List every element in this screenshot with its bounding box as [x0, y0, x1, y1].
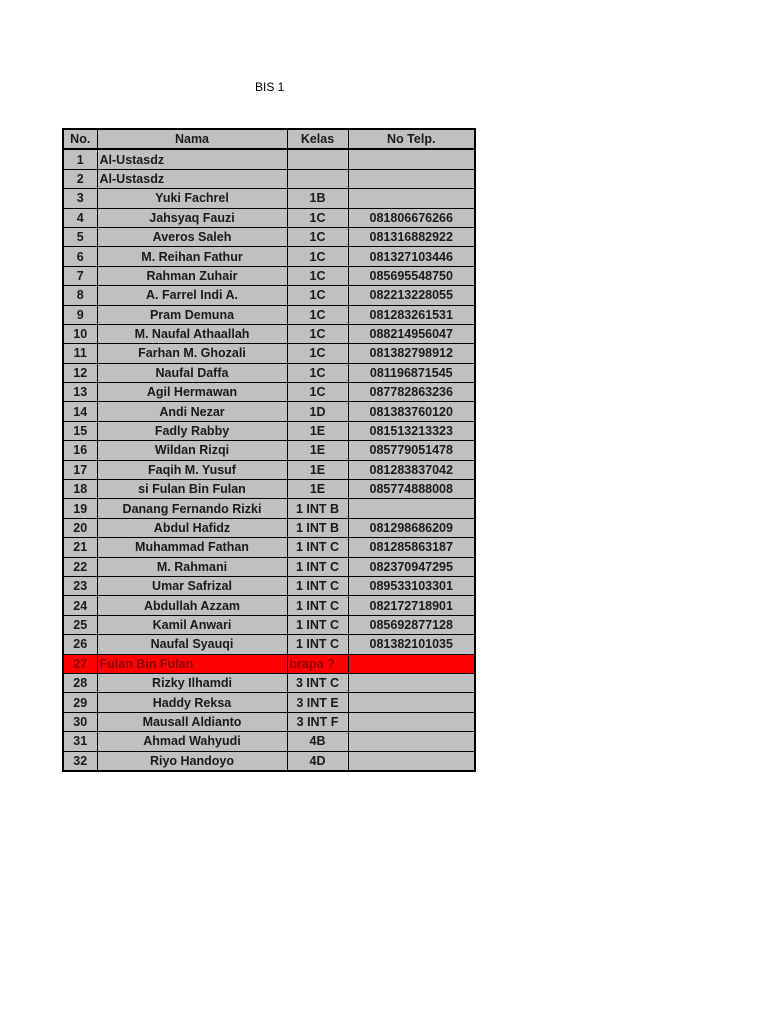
cell-telp[interactable]: 082213228055: [348, 286, 475, 305]
table-row: [63, 518, 475, 537]
table-row: [63, 751, 475, 771]
table-row: [63, 286, 475, 305]
cell-no[interactable]: 18: [63, 480, 97, 499]
table-row: [63, 732, 475, 751]
cell-kelas[interactable]: 3 INT F: [287, 712, 348, 731]
table-row: [63, 654, 475, 673]
table-row: [63, 441, 475, 460]
table-row: [63, 208, 475, 227]
cell-no[interactable]: 22: [63, 557, 97, 576]
roster-table: [62, 128, 476, 772]
table-row: [63, 635, 475, 654]
cell-telp[interactable]: 081327103446: [348, 247, 475, 266]
cell-nama[interactable]: Al-Ustasdz: [97, 169, 287, 188]
cell-telp[interactable]: 089533103301: [348, 576, 475, 595]
cell-nama[interactable]: Al-Ustasdz: [97, 149, 287, 169]
cell-kelas[interactable]: 1C: [287, 383, 348, 402]
cell-no[interactable]: 6: [63, 247, 97, 266]
table-row: [63, 499, 475, 518]
cell-nama[interactable]: Yuki Fachrel: [97, 189, 287, 208]
cell-telp[interactable]: [348, 149, 475, 169]
cell-no[interactable]: 32: [63, 751, 97, 771]
cell-kelas[interactable]: 4B: [287, 732, 348, 751]
cell-kelas[interactable]: 4D: [287, 751, 348, 771]
cell-kelas[interactable]: 1B: [287, 189, 348, 208]
cell-no[interactable]: 25: [63, 615, 97, 634]
cell-kelas[interactable]: brapa ?: [287, 654, 348, 673]
table-row: [63, 712, 475, 731]
cell-no[interactable]: 23: [63, 576, 97, 595]
table-row: [63, 557, 475, 576]
cell-no[interactable]: 1: [63, 149, 97, 169]
cell-telp[interactable]: [348, 169, 475, 188]
cell-telp[interactable]: 081283261531: [348, 305, 475, 324]
roster-body: [63, 149, 475, 771]
cell-no[interactable]: 9: [63, 305, 97, 324]
cell-nama[interactable]: Danang Fernando Rizki: [97, 499, 287, 518]
cell-kelas[interactable]: 1 INT C: [287, 538, 348, 557]
cell-telp[interactable]: 081283837042: [348, 460, 475, 479]
cell-nama[interactable]: si Fulan Bin Fulan: [97, 480, 287, 499]
table-row: [63, 305, 475, 324]
table-row: [63, 363, 475, 382]
cell-telp[interactable]: 081285863187: [348, 538, 475, 557]
cell-nama[interactable]: A. Farrel Indi A.: [97, 286, 287, 305]
cell-kelas[interactable]: 1 INT C: [287, 596, 348, 615]
cell-telp[interactable]: [348, 693, 475, 712]
table-row: [63, 169, 475, 188]
table-row: [63, 460, 475, 479]
cell-kelas[interactable]: 1D: [287, 402, 348, 421]
cell-no[interactable]: 2: [63, 169, 97, 188]
table-row: [63, 693, 475, 712]
cell-nama[interactable]: M. Rahmani: [97, 557, 287, 576]
cell-telp[interactable]: 081382798912: [348, 344, 475, 363]
cell-telp[interactable]: 088214956047: [348, 324, 475, 343]
cell-telp[interactable]: 087782863236: [348, 383, 475, 402]
table-row: [63, 189, 475, 208]
table-row: [63, 673, 475, 692]
cell-no[interactable]: 12: [63, 363, 97, 382]
cell-nama[interactable]: Wildan Rizqi: [97, 441, 287, 460]
column-header-no[interactable]: No.: [63, 129, 97, 149]
cell-telp[interactable]: 081513213323: [348, 421, 475, 440]
cell-telp[interactable]: 085774888008: [348, 480, 475, 499]
cell-telp[interactable]: [348, 499, 475, 518]
cell-kelas[interactable]: [287, 149, 348, 169]
cell-no[interactable]: 11: [63, 344, 97, 363]
cell-telp[interactable]: [348, 654, 475, 673]
cell-telp[interactable]: 085779051478: [348, 441, 475, 460]
cell-no[interactable]: 13: [63, 383, 97, 402]
cell-telp[interactable]: 081316882922: [348, 227, 475, 246]
cell-telp[interactable]: 082172718901: [348, 596, 475, 615]
cell-nama[interactable]: Fadly Rabby: [97, 421, 287, 440]
cell-telp[interactable]: [348, 751, 475, 771]
cell-nama[interactable]: Farhan M. Ghozali: [97, 344, 287, 363]
cell-no[interactable]: 29: [63, 693, 97, 712]
cell-telp[interactable]: [348, 712, 475, 731]
cell-no[interactable]: 7: [63, 266, 97, 285]
cell-kelas[interactable]: 1C: [287, 363, 348, 382]
cell-no[interactable]: 19: [63, 499, 97, 518]
header-row: [63, 129, 475, 149]
cell-kelas[interactable]: 1E: [287, 480, 348, 499]
table-row: [63, 615, 475, 634]
cell-nama[interactable]: Umar Safrizal: [97, 576, 287, 595]
cell-kelas[interactable]: 1 INT C: [287, 615, 348, 634]
cell-no[interactable]: 14: [63, 402, 97, 421]
table-row: [63, 538, 475, 557]
cell-nama[interactable]: Naufal Syauqi: [97, 635, 287, 654]
table-row: [63, 149, 475, 169]
cell-telp[interactable]: 081196871545: [348, 363, 475, 382]
cell-nama[interactable]: Agil Hermawan: [97, 383, 287, 402]
cell-kelas[interactable]: 1 INT C: [287, 576, 348, 595]
cell-nama[interactable]: Riyo Handoyo: [97, 751, 287, 771]
cell-no[interactable]: 16: [63, 441, 97, 460]
cell-telp[interactable]: 081383760120: [348, 402, 475, 421]
table-row: [63, 421, 475, 440]
cell-nama[interactable]: Rahman Zuhair: [97, 266, 287, 285]
cell-nama[interactable]: Naufal Daffa: [97, 363, 287, 382]
cell-nama[interactable]: M. Naufal Athaallah: [97, 324, 287, 343]
table-row: [63, 344, 475, 363]
cell-telp[interactable]: [348, 189, 475, 208]
column-header-telp[interactable]: No Telp.: [348, 129, 475, 149]
column-header-kelas[interactable]: Kelas: [287, 129, 348, 149]
table-row: [63, 247, 475, 266]
cell-telp[interactable]: 085695548750: [348, 266, 475, 285]
cell-telp[interactable]: 082370947295: [348, 557, 475, 576]
cell-no[interactable]: 28: [63, 673, 97, 692]
sheet-title: BIS 1: [255, 80, 285, 94]
cell-nama[interactable]: M. Reihan Fathur: [97, 247, 287, 266]
cell-no[interactable]: 27: [63, 654, 97, 673]
cell-no[interactable]: 3: [63, 189, 97, 208]
cell-kelas[interactable]: 1C: [287, 324, 348, 343]
table-row: [63, 266, 475, 285]
cell-kelas[interactable]: 1C: [287, 208, 348, 227]
table-row: [63, 576, 475, 595]
cell-no[interactable]: 24: [63, 596, 97, 615]
cell-kelas[interactable]: 1C: [287, 266, 348, 285]
cell-nama[interactable]: Abdullah Azzam: [97, 596, 287, 615]
cell-no[interactable]: 10: [63, 324, 97, 343]
cell-nama[interactable]: Muhammad Fathan: [97, 538, 287, 557]
cell-telp[interactable]: [348, 673, 475, 692]
cell-kelas[interactable]: 1 INT B: [287, 499, 348, 518]
cell-no[interactable]: 8: [63, 286, 97, 305]
cell-kelas[interactable]: 1E: [287, 421, 348, 440]
cell-telp[interactable]: 081806676266: [348, 208, 475, 227]
cell-no[interactable]: 31: [63, 732, 97, 751]
cell-no[interactable]: 20: [63, 518, 97, 537]
cell-no[interactable]: 17: [63, 460, 97, 479]
cell-no[interactable]: 15: [63, 421, 97, 440]
cell-nama[interactable]: Mausall Aldianto: [97, 712, 287, 731]
cell-nama[interactable]: Rizky Ilhamdi: [97, 673, 287, 692]
column-header-nama[interactable]: Nama: [97, 129, 287, 149]
cell-nama[interactable]: Haddy Reksa: [97, 693, 287, 712]
cell-telp[interactable]: 085692877128: [348, 615, 475, 634]
cell-nama[interactable]: Kamil Anwari: [97, 615, 287, 634]
cell-kelas[interactable]: 1C: [287, 227, 348, 246]
cell-nama[interactable]: Ahmad Wahyudi: [97, 732, 287, 751]
cell-nama[interactable]: Jahsyaq Fauzi: [97, 208, 287, 227]
cell-nama[interactable]: Andi Nezar: [97, 402, 287, 421]
cell-kelas[interactable]: 1 INT C: [287, 635, 348, 654]
cell-no[interactable]: 21: [63, 538, 97, 557]
cell-no[interactable]: 4: [63, 208, 97, 227]
cell-kelas[interactable]: 3 INT C: [287, 673, 348, 692]
table-row: [63, 227, 475, 246]
cell-kelas[interactable]: 1C: [287, 286, 348, 305]
cell-nama[interactable]: Averos Saleh: [97, 227, 287, 246]
cell-nama[interactable]: Fulan Bin Fulan: [97, 654, 287, 673]
cell-kelas[interactable]: 1 INT B: [287, 518, 348, 537]
cell-nama[interactable]: Faqih M. Yusuf: [97, 460, 287, 479]
cell-kelas[interactable]: 1E: [287, 441, 348, 460]
cell-kelas[interactable]: 1E: [287, 460, 348, 479]
cell-telp[interactable]: 081382101035: [348, 635, 475, 654]
cell-nama[interactable]: Abdul Hafidz: [97, 518, 287, 537]
cell-no[interactable]: 30: [63, 712, 97, 731]
cell-no[interactable]: 5: [63, 227, 97, 246]
cell-no[interactable]: 26: [63, 635, 97, 654]
cell-kelas[interactable]: 3 INT E: [287, 693, 348, 712]
cell-telp[interactable]: 081298686209: [348, 518, 475, 537]
cell-nama[interactable]: Pram Demuna: [97, 305, 287, 324]
cell-kelas[interactable]: 1C: [287, 344, 348, 363]
table-row: [63, 402, 475, 421]
table-row: [63, 480, 475, 499]
cell-kelas[interactable]: 1 INT C: [287, 557, 348, 576]
cell-kelas[interactable]: 1C: [287, 305, 348, 324]
cell-telp[interactable]: [348, 732, 475, 751]
table-row: [63, 383, 475, 402]
table-row: [63, 596, 475, 615]
table-row: [63, 324, 475, 343]
cell-kelas[interactable]: [287, 169, 348, 188]
cell-kelas[interactable]: 1C: [287, 247, 348, 266]
